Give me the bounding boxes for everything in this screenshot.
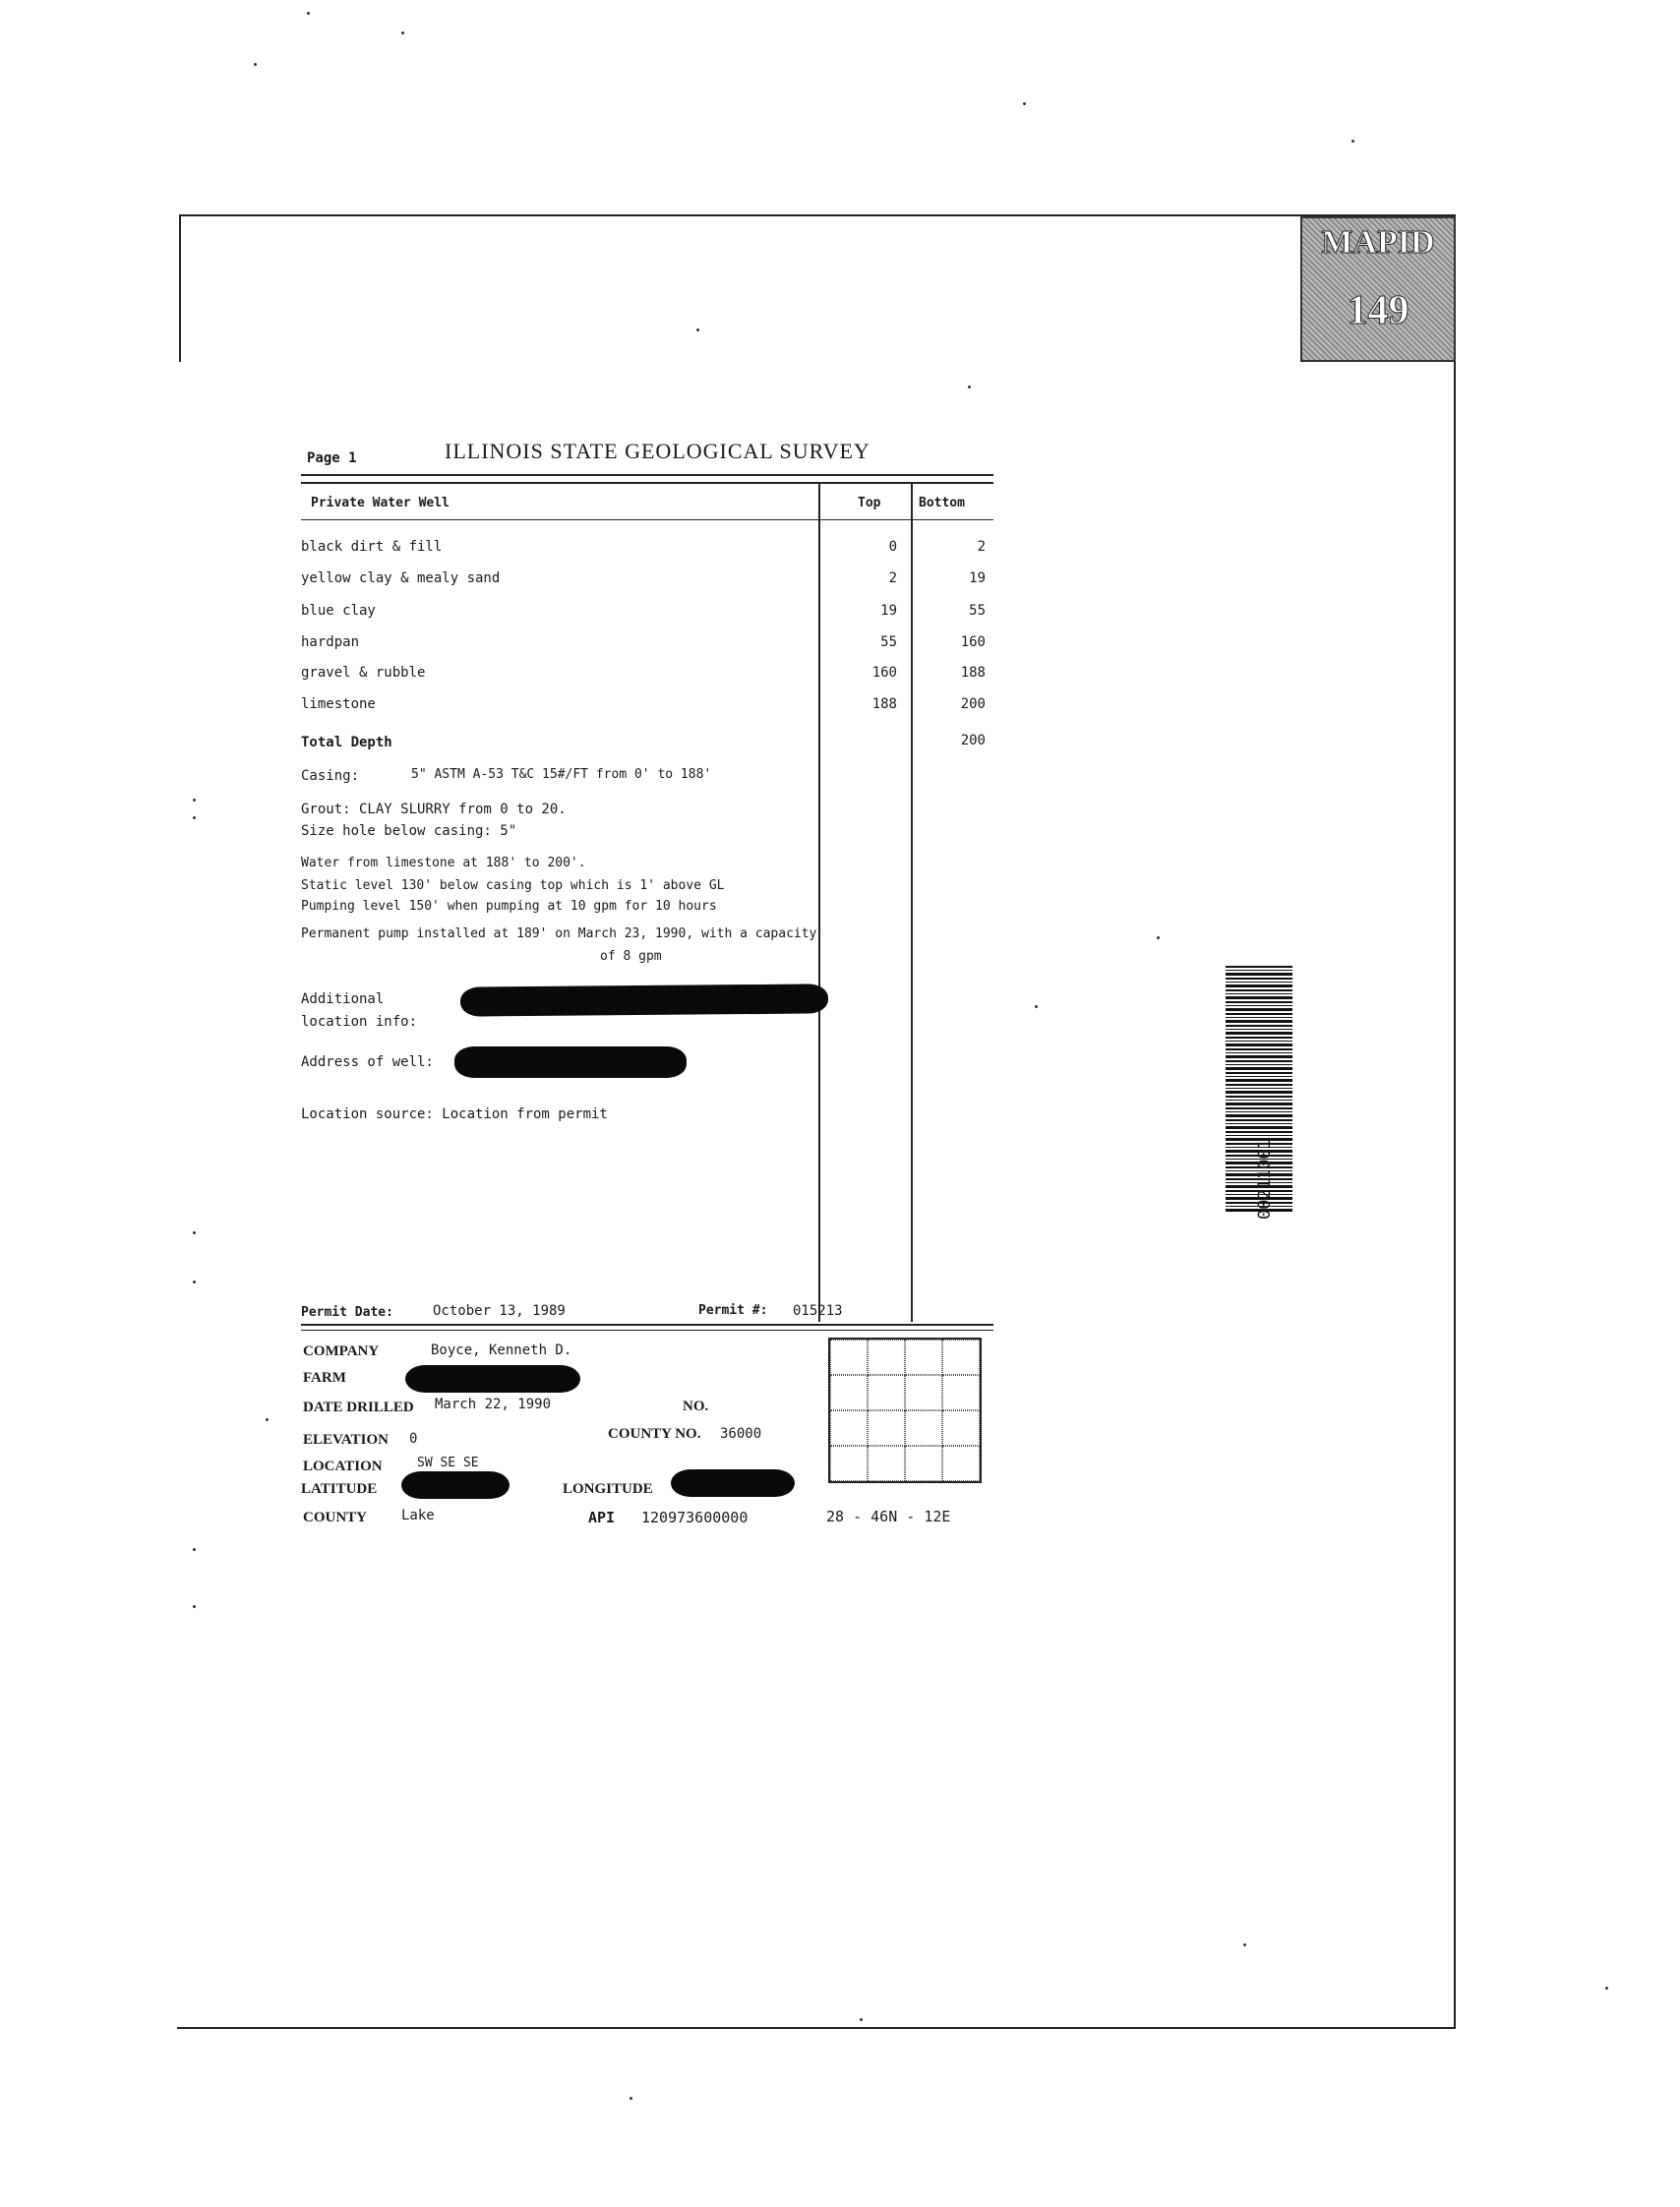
stratum-bottom: 19 [969, 570, 986, 586]
total-depth-label: Total Depth [301, 735, 392, 750]
redaction-bar [454, 1046, 687, 1078]
section-locator-grid [828, 1338, 982, 1483]
top-column-header: Top [858, 496, 881, 510]
api-value: 120973600000 [641, 1509, 749, 1526]
scan-speck [696, 328, 699, 331]
location-source: Location source: Location from permit [301, 1106, 608, 1122]
stratum-name: limestone [301, 696, 376, 712]
scan-speck [307, 12, 310, 15]
scan-speck [193, 799, 196, 802]
permit-rule-2 [301, 1330, 993, 1331]
permit-date: October 13, 1989 [433, 1303, 566, 1319]
county-no-label: COUNTY NO. [608, 1426, 701, 1442]
total-depth-value: 200 [960, 733, 986, 748]
stratum-bottom: 160 [960, 634, 986, 650]
additional-location-label: Additional [301, 991, 385, 1007]
stratum-name: black dirt & fill [301, 539, 443, 555]
mapid-label: MAPID [1321, 224, 1435, 261]
stratum-bottom: 200 [960, 696, 986, 712]
farm-label: FARM [303, 1370, 346, 1386]
county-value: Lake [401, 1508, 435, 1523]
township-range: 28 - 46N - 12E [826, 1508, 951, 1525]
scan-speck [1605, 1987, 1608, 1990]
scan-speck [1035, 1005, 1038, 1008]
permit-rule-1 [301, 1324, 993, 1326]
stratum-name: gravel & rubble [301, 665, 426, 681]
document-title: ILLINOIS STATE GEOLOGICAL SURVEY [445, 439, 870, 463]
water-line: of 8 gpm [600, 949, 662, 964]
stratum-bottom: 188 [960, 665, 986, 681]
mapid-stamp [1300, 216, 1456, 362]
latitude-label: LATITUDE [301, 1481, 378, 1497]
permit-number: 015213 [793, 1303, 843, 1319]
water-line: Permanent pump installed at 189' on March 23, 1990, with a capacity [301, 926, 817, 941]
scan-speck [193, 1548, 196, 1551]
elevation-label: ELEVATION [303, 1432, 389, 1448]
stratum-name: hardpan [301, 634, 360, 650]
bottom-column-header: Bottom [919, 496, 965, 510]
scan-speck [1243, 1943, 1246, 1946]
page-number: Page 1 [307, 450, 357, 466]
casing-label: Casing: [301, 768, 360, 784]
scan-speck [1157, 936, 1160, 939]
barcode-number: 00211001 [1255, 1139, 1275, 1220]
stratum-top: 188 [871, 696, 897, 712]
scan-speck [254, 63, 257, 66]
water-line: Static level 130' below casing top which is 1' above GL [301, 878, 725, 893]
column-header-rule [301, 519, 993, 520]
frame-right-line [1454, 214, 1456, 2029]
scan-speck [630, 2097, 632, 2100]
grout-line: Grout: CLAY SLURRY from 0 to 20. [301, 802, 567, 817]
no-label: NO. [683, 1399, 709, 1414]
county-label: COUNTY [303, 1510, 368, 1525]
scan-speck [860, 2018, 863, 2021]
redaction-bar [405, 1365, 580, 1393]
frame-top-line [179, 214, 1454, 216]
location-value: SW SE SE [417, 1456, 479, 1470]
frame-bottom-line [177, 2027, 1456, 2029]
redaction-bar [401, 1471, 510, 1499]
stratum-top: 2 [888, 570, 897, 586]
stratum-name: yellow clay & mealy sand [301, 570, 501, 586]
well-type-heading: Private Water Well [311, 496, 450, 510]
scan-speck [968, 386, 971, 388]
company-label: COMPANY [303, 1343, 380, 1359]
longitude-label: LONGITUDE [563, 1481, 653, 1497]
top-column-divider [818, 484, 820, 1322]
scan-speck [193, 1231, 196, 1234]
water-line: Water from limestone at 188' to 200'. [301, 856, 586, 870]
scan-speck [193, 816, 196, 819]
county-no-value: 36000 [720, 1426, 762, 1442]
date-drilled-value: March 22, 1990 [435, 1397, 552, 1412]
scan-speck [193, 1281, 196, 1283]
scan-speck [193, 1605, 196, 1608]
redaction-bar [671, 1469, 795, 1497]
mapid-number: 149 [1347, 288, 1410, 333]
bottom-column-divider [911, 484, 913, 1322]
date-drilled-label: DATE DRILLED [303, 1400, 414, 1415]
frame-left-line [179, 214, 181, 362]
stratum-name: blue clay [301, 603, 376, 619]
header-rule-2 [301, 482, 993, 484]
stratum-top: 19 [880, 603, 897, 619]
scan-speck [1351, 140, 1354, 143]
elevation-value: 0 [409, 1431, 418, 1447]
hole-size-line: Size hole below casing: 5" [301, 823, 517, 839]
address-label: Address of well: [301, 1054, 434, 1070]
api-label: API [588, 1509, 616, 1526]
stratum-top: 160 [871, 665, 897, 681]
water-line: Pumping level 150' when pumping at 10 gpm for 10 hours [301, 899, 717, 914]
redaction-bar [460, 984, 828, 1016]
stratum-top: 55 [880, 634, 897, 650]
additional-location-label-2: location info: [301, 1014, 418, 1030]
scan-speck [401, 31, 404, 34]
permit-number-label: Permit #: [698, 1303, 768, 1318]
stratum-bottom: 55 [969, 603, 986, 619]
permit-date-label: Permit Date: [301, 1305, 393, 1320]
scan-speck [1023, 102, 1026, 105]
company-value: Boyce, Kenneth D. [431, 1342, 572, 1358]
scan-speck [266, 1418, 269, 1421]
header-rule-1 [301, 474, 993, 476]
stratum-top: 0 [888, 539, 897, 555]
casing-value: 5" ASTM A-53 T&C 15#/FT from 0' to 188' [411, 767, 712, 782]
location-label: LOCATION [303, 1459, 383, 1474]
stratum-bottom: 2 [977, 539, 986, 555]
